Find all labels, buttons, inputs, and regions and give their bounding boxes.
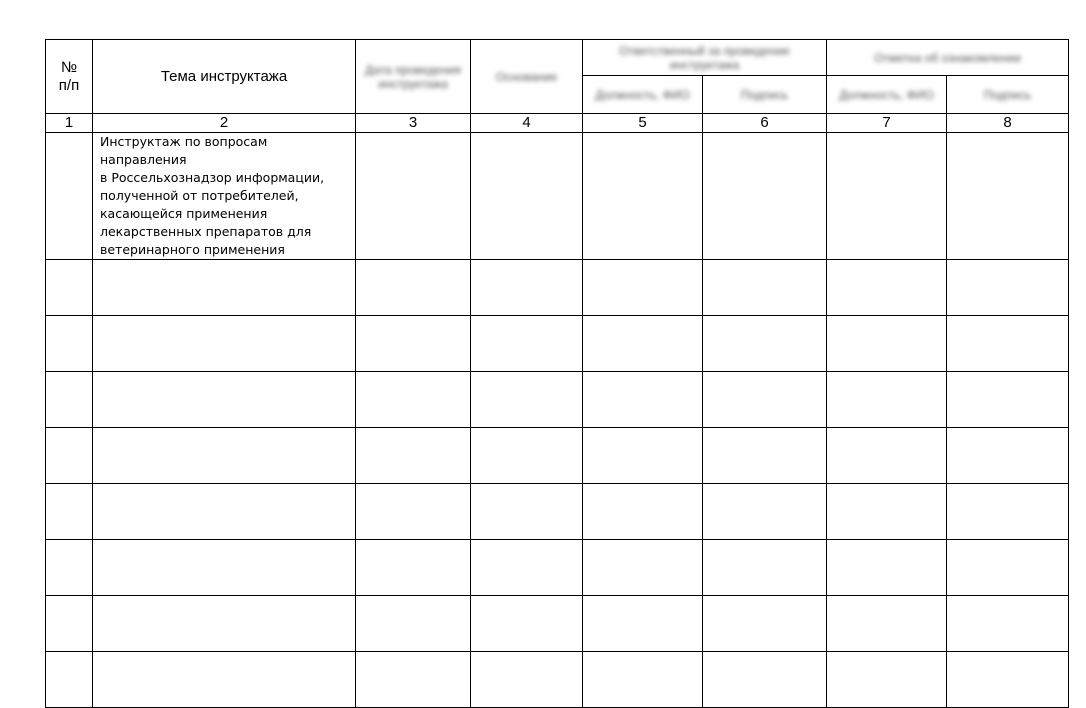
topic-cell[interactable]: [93, 428, 356, 484]
header-position-2-label: Должность, ФИО: [839, 87, 934, 102]
basis-cell[interactable]: [471, 596, 583, 652]
header-row-1: [46, 40, 1069, 76]
responsible-signature-cell[interactable]: [703, 372, 827, 428]
responsible-position-cell[interactable]: [583, 484, 703, 540]
acknowledged-signature-cell[interactable]: [947, 260, 1069, 316]
responsible-position-cell[interactable]: [583, 428, 703, 484]
header-signature-1: [703, 76, 827, 114]
row-number-cell[interactable]: [46, 133, 93, 260]
acknowledged-signature-cell[interactable]: [947, 596, 1069, 652]
responsible-signature-cell[interactable]: [703, 540, 827, 596]
row-number-cell[interactable]: [46, 484, 93, 540]
responsible-signature-cell[interactable]: [703, 260, 827, 316]
header-position-1: [583, 76, 703, 114]
table-row: [46, 260, 1069, 316]
row-number-cell[interactable]: [46, 428, 93, 484]
acknowledged-signature-cell[interactable]: [947, 540, 1069, 596]
basis-cell[interactable]: [471, 133, 583, 260]
responsible-position-cell[interactable]: [583, 652, 703, 708]
acknowledged-position-cell[interactable]: [827, 133, 947, 260]
table-row: [46, 484, 1069, 540]
column-number: 3: [356, 114, 471, 133]
table-row: [46, 540, 1069, 596]
basis-cell[interactable]: [471, 372, 583, 428]
responsible-signature-cell[interactable]: [703, 133, 827, 260]
acknowledged-signature-cell[interactable]: [947, 484, 1069, 540]
acknowledged-signature-cell[interactable]: [947, 428, 1069, 484]
basis-cell[interactable]: [471, 484, 583, 540]
header-acknowledgement-group: [827, 40, 1069, 76]
table-row: [46, 596, 1069, 652]
responsible-signature-cell[interactable]: [703, 652, 827, 708]
table-row: [46, 372, 1069, 428]
header-basis: [471, 40, 583, 114]
topic-cell[interactable]: [93, 540, 356, 596]
acknowledged-position-cell[interactable]: [827, 316, 947, 372]
topic-cell[interactable]: [93, 316, 356, 372]
topic-cell[interactable]: [93, 484, 356, 540]
table-row: [46, 316, 1069, 372]
header-topic: Тема инструктажа: [93, 40, 356, 114]
acknowledged-position-cell[interactable]: [827, 484, 947, 540]
date-cell[interactable]: [356, 484, 471, 540]
responsible-signature-cell[interactable]: [703, 316, 827, 372]
header-position-1-label: Должность, ФИО: [595, 87, 690, 102]
topic-cell[interactable]: [93, 596, 356, 652]
column-number: 6: [703, 114, 827, 133]
topic-cell[interactable]: [93, 260, 356, 316]
acknowledged-signature-cell[interactable]: [947, 652, 1069, 708]
column-number-row: [46, 114, 1069, 133]
date-cell[interactable]: [356, 133, 471, 260]
acknowledged-signature-cell[interactable]: [947, 133, 1069, 260]
header-basis-label: Основание: [495, 69, 558, 84]
column-number: 7: [827, 114, 947, 133]
date-cell[interactable]: [356, 372, 471, 428]
acknowledged-signature-cell[interactable]: [947, 316, 1069, 372]
row-number-cell[interactable]: [46, 540, 93, 596]
header-date: [356, 40, 471, 114]
basis-cell[interactable]: [471, 428, 583, 484]
responsible-position-cell[interactable]: [583, 316, 703, 372]
table-row: [46, 133, 1069, 260]
column-number: 8: [947, 114, 1069, 133]
date-cell[interactable]: [356, 596, 471, 652]
basis-cell[interactable]: [471, 540, 583, 596]
date-cell[interactable]: [356, 260, 471, 316]
column-number: 4: [471, 114, 583, 133]
acknowledged-position-cell[interactable]: [827, 260, 947, 316]
header-signature-2-label: Подпись: [983, 87, 1032, 102]
instruction-log-table: [45, 39, 1069, 708]
column-number: 2: [93, 114, 356, 133]
date-cell[interactable]: [356, 428, 471, 484]
column-number: 1: [46, 114, 93, 133]
header-acknowledgement-label: Отметка об ознакомлении: [874, 50, 1021, 65]
row-number-cell[interactable]: [46, 652, 93, 708]
row-number-cell[interactable]: [46, 372, 93, 428]
column-number: 5: [583, 114, 703, 133]
header-responsible-label: Ответственный за проведение инструктажа: [619, 43, 790, 72]
header-responsible-group: [583, 40, 827, 76]
row-number-cell[interactable]: [46, 260, 93, 316]
responsible-position-cell[interactable]: [583, 372, 703, 428]
basis-cell[interactable]: [471, 316, 583, 372]
header-signature-1-label: Подпись: [740, 87, 789, 102]
responsible-position-cell[interactable]: [583, 260, 703, 316]
basis-cell[interactable]: [471, 260, 583, 316]
blank-rows: [46, 260, 1069, 708]
acknowledged-signature-cell[interactable]: [947, 372, 1069, 428]
header-signature-2: [947, 76, 1069, 114]
acknowledged-position-cell[interactable]: [827, 428, 947, 484]
table-row: [46, 652, 1069, 708]
responsible-signature-cell[interactable]: [703, 596, 827, 652]
table-row: [46, 428, 1069, 484]
acknowledged-position-cell[interactable]: [827, 372, 947, 428]
date-cell[interactable]: [356, 316, 471, 372]
topic-cell[interactable]: [93, 652, 356, 708]
responsible-position-cell[interactable]: [583, 540, 703, 596]
date-cell[interactable]: [356, 540, 471, 596]
responsible-position-cell[interactable]: [583, 133, 703, 260]
header-date-label: Дата проведения инструктажа: [365, 62, 461, 91]
row-number-cell[interactable]: [46, 596, 93, 652]
topic-cell[interactable]: [93, 372, 356, 428]
responsible-signature-cell[interactable]: [703, 484, 827, 540]
acknowledged-position-cell[interactable]: [827, 540, 947, 596]
header-number: № п/п: [46, 40, 93, 114]
topic-cell[interactable]: Инструктаж по вопросам направления в Россельхознадзор информации, полученной от потребителей, касающейся применения лекарственных препаратов для ветеринарного применения: [93, 133, 356, 260]
row-number-cell[interactable]: [46, 316, 93, 372]
basis-cell[interactable]: [471, 652, 583, 708]
responsible-position-cell[interactable]: [583, 596, 703, 652]
date-cell[interactable]: [356, 652, 471, 708]
acknowledged-position-cell[interactable]: [827, 652, 947, 708]
acknowledged-position-cell[interactable]: [827, 596, 947, 652]
responsible-signature-cell[interactable]: [703, 428, 827, 484]
header-position-2: [827, 76, 947, 114]
